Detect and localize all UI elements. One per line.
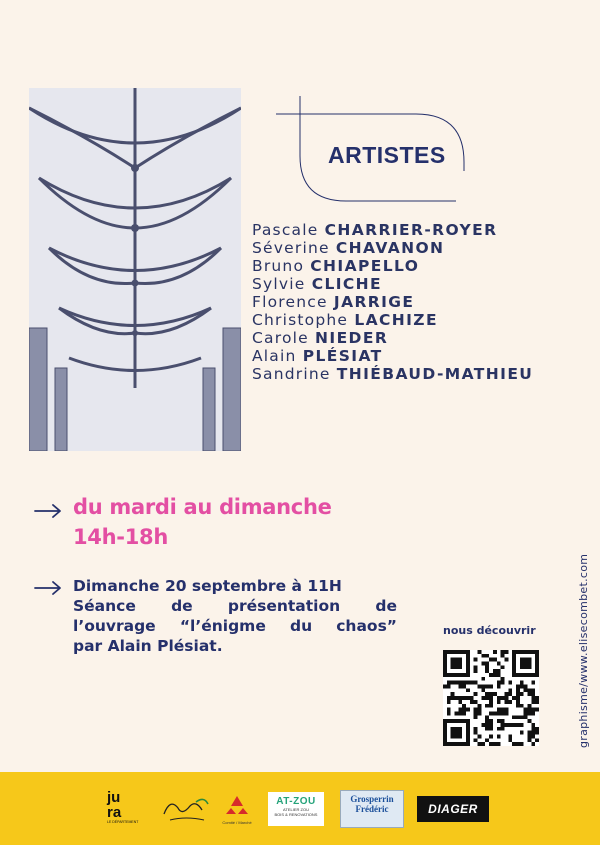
discover-label: nous découvrir [443, 624, 536, 637]
event-date: Dimanche 20 septembre à 11H [73, 577, 342, 595]
vaulted-ceiling-illustration [29, 88, 241, 451]
artists-heading: ARTISTES [328, 142, 446, 168]
event-description [73, 576, 397, 656]
event-line: l’ouvrage “l’énigme du chaos” [73, 617, 397, 635]
schedule [73, 492, 332, 552]
recycle-icon [222, 794, 252, 816]
atzou-logo: AT-ZOU ATELIER ZOU BOIS & RENOVATIONS [268, 792, 324, 826]
artist-name: Sandrine THIÉBAUD-MATHIEU [252, 365, 534, 383]
sponsor-footer [0, 772, 600, 845]
diager-logo: DIAGER [417, 796, 489, 822]
artist-name: Florence JARRIGE [252, 293, 415, 311]
jura-logo: ju ra LE DÉPARTEMENT [107, 789, 139, 824]
arrow-right-icon [34, 580, 62, 596]
artist-name: Carole NIEDER [252, 329, 389, 347]
arrow-right-icon [34, 503, 62, 519]
schedule-hours: 14h-18h [73, 525, 168, 549]
designer-credit: graphisme/www.elisecombet.com [577, 553, 590, 748]
artist-name: Pascale CHARRIER-ROYER [252, 221, 498, 239]
artist-list [252, 221, 533, 383]
event-line: Séance de présentation de [73, 597, 397, 615]
signature-logo [160, 794, 210, 826]
artist-name: Christophe LACHIZE [252, 311, 438, 329]
artist-name: Alain PLÉSIAT [252, 347, 383, 365]
artist-name: Bruno CHIAPELLO [252, 257, 420, 275]
schedule-days: du mardi au dimanche [73, 495, 332, 519]
qr-code[interactable] [443, 650, 539, 746]
artist-name: Sylvie CLICHE [252, 275, 383, 293]
grosperrin-logo: Grosperrin Frédéric [340, 790, 404, 828]
committee-logo: Comité / Marché [222, 794, 252, 826]
artist-name: Séverine CHAVANON [252, 239, 445, 257]
event-line: par Alain Plésiat. [73, 637, 223, 655]
